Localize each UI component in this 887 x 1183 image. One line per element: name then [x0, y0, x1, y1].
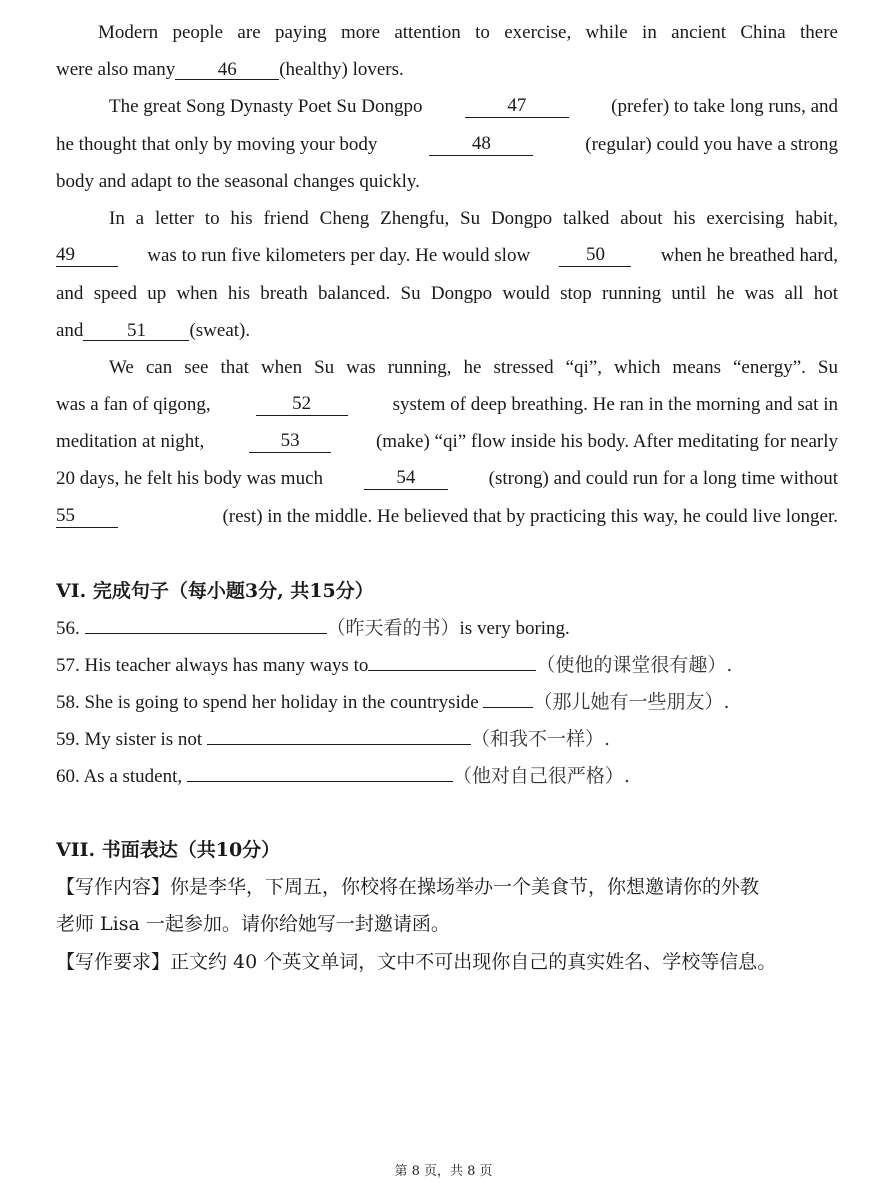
- p4-line2-text-b: system of deep breathing. He ran in the morning and sat in: [392, 394, 838, 415]
- q58-text: 58. She is going to spend her holiday in the countryside: [56, 692, 479, 713]
- p4-line5: [56, 506, 838, 528]
- writing-content-text1: 【写作内容】你是李华，下周五，你校将在操场举办一个美食节，你想邀请你的外教: [56, 876, 760, 898]
- section6-title: [56, 580, 374, 603]
- p1-line1-text: Modern people are paying more attention to exercise, while in ancient China there: [98, 22, 838, 43]
- q57-text: 57. His teacher always has many ways to: [56, 655, 369, 676]
- blank-48[interactable]: 48: [429, 134, 533, 156]
- q59-answer-blank[interactable]: [207, 744, 471, 745]
- p4-line4: [56, 468, 838, 490]
- p3-line2: [56, 245, 838, 267]
- section6-title-text: VI. 完成句子（每小题3分, 共15分）: [56, 580, 374, 602]
- p3-line2-text-b: when he breathed hard,: [660, 245, 838, 266]
- q56-hint: （昨天看的书）: [326, 617, 460, 639]
- p4-line1-text: We can see that when Su was running, he stressed “qi”, which means “energy”. Su: [109, 357, 838, 378]
- q59: [56, 728, 838, 751]
- q59-hint: （和我不一样）.: [470, 728, 610, 750]
- q58-answer-blank[interactable]: [483, 707, 533, 708]
- q56: [56, 617, 838, 640]
- p2-line1-text-b: (prefer) to take long runs, and: [611, 96, 838, 117]
- p3-line1: [109, 208, 838, 230]
- page-footer: 第 8 页，共 8 页: [394, 1164, 493, 1179]
- p2-line1: [109, 96, 838, 118]
- q60-hint: （他对自己很严格）.: [452, 765, 630, 787]
- p2-line2-text-a: he thought that only by moving your body: [56, 134, 378, 155]
- p3-line4-text-a: and: [56, 320, 84, 341]
- p2-line2: [56, 134, 838, 156]
- writing-requirement-text: 【写作要求】正文约 40 个英文单词，文中不可出现你自己的真实姓名、学校等信息。: [56, 951, 777, 973]
- blank-50[interactable]: 50: [559, 245, 631, 267]
- p1-line2: [56, 59, 838, 81]
- p4-line3: [56, 431, 838, 453]
- blank-49[interactable]: 49: [56, 245, 118, 267]
- p3-line1-text: In a letter to his friend Cheng Zhengfu, Su Dongpo talked about his exercising habit,: [109, 208, 838, 229]
- blank-53[interactable]: 53: [249, 431, 331, 453]
- p2-line1-text-a: The great Song Dynasty Poet Su Dongpo: [109, 96, 423, 117]
- q57-answer-blank[interactable]: [368, 670, 536, 671]
- p3-line3: [56, 283, 838, 305]
- section7-title-text: VII. 书面表达（共10分）: [56, 839, 281, 861]
- blank-54[interactable]: 54: [364, 468, 448, 490]
- blank-47[interactable]: 47: [465, 96, 569, 118]
- blank-46[interactable]: 46: [175, 60, 279, 80]
- p2-line3-text: body and adapt to the seasonal changes quickly.: [56, 171, 420, 192]
- p4-line3-text-a: meditation at night,: [56, 431, 205, 452]
- p4-line1: [109, 357, 838, 379]
- q56-tail: is very boring.: [459, 618, 570, 639]
- p4-line2: [56, 394, 838, 416]
- q57: [56, 654, 838, 677]
- q57-hint: （使他的课堂很有趣）.: [536, 654, 733, 676]
- blank-52[interactable]: 52: [256, 394, 348, 416]
- p4-line4-text-a: 20 days, he felt his body was much: [56, 468, 324, 489]
- p2-line2-text-b: (regular) could you have a strong: [585, 134, 838, 155]
- blank-51[interactable]: 51: [83, 321, 189, 341]
- blank-55[interactable]: 55: [56, 506, 118, 528]
- p1-line2-text-a: were also many: [56, 59, 176, 80]
- q56-answer-blank[interactable]: [85, 633, 327, 634]
- q56-number: 56.: [56, 618, 80, 639]
- section7-title: [56, 839, 280, 862]
- p3-line4: [56, 320, 838, 342]
- p3-line2-text-a: was to run five kilometers per day. He would slow: [147, 245, 531, 266]
- p3-line3-text: and speed up when his breath balanced. Su Dongpo would stop running until he was all hot: [56, 283, 838, 304]
- p4-line2-text-a: was a fan of qigong,: [56, 394, 211, 415]
- p4-line4-text-b: (strong) and could run for a long time without: [488, 468, 838, 489]
- p3-line4-text-b: (sweat).: [189, 320, 251, 341]
- q58-hint: （那儿她有一些朋友）.: [533, 691, 730, 713]
- writing-requirement: [56, 951, 838, 973]
- q60-answer-blank[interactable]: [187, 781, 453, 782]
- p1-line2-text-b: (healthy) lovers.: [279, 59, 404, 80]
- p4-line5-text: (rest) in the middle. He believed that by practicing this way, he could live longer.: [222, 506, 838, 527]
- writing-content-line1: [56, 876, 838, 898]
- q60: [56, 765, 838, 788]
- q59-text: 59. My sister is not: [56, 729, 203, 750]
- writing-content-line2: [56, 913, 838, 935]
- q60-text: 60. As a student,: [56, 766, 183, 787]
- p4-line3-text-b: (make) “qi” flow inside his body. After meditating for nearly: [375, 431, 838, 452]
- p2-line3: [56, 171, 838, 193]
- writing-content-text2: 老师 Lisa 一起参加。请你给她写一封邀请函。: [56, 913, 450, 935]
- p1-line1: [98, 22, 838, 44]
- q58: [56, 691, 838, 714]
